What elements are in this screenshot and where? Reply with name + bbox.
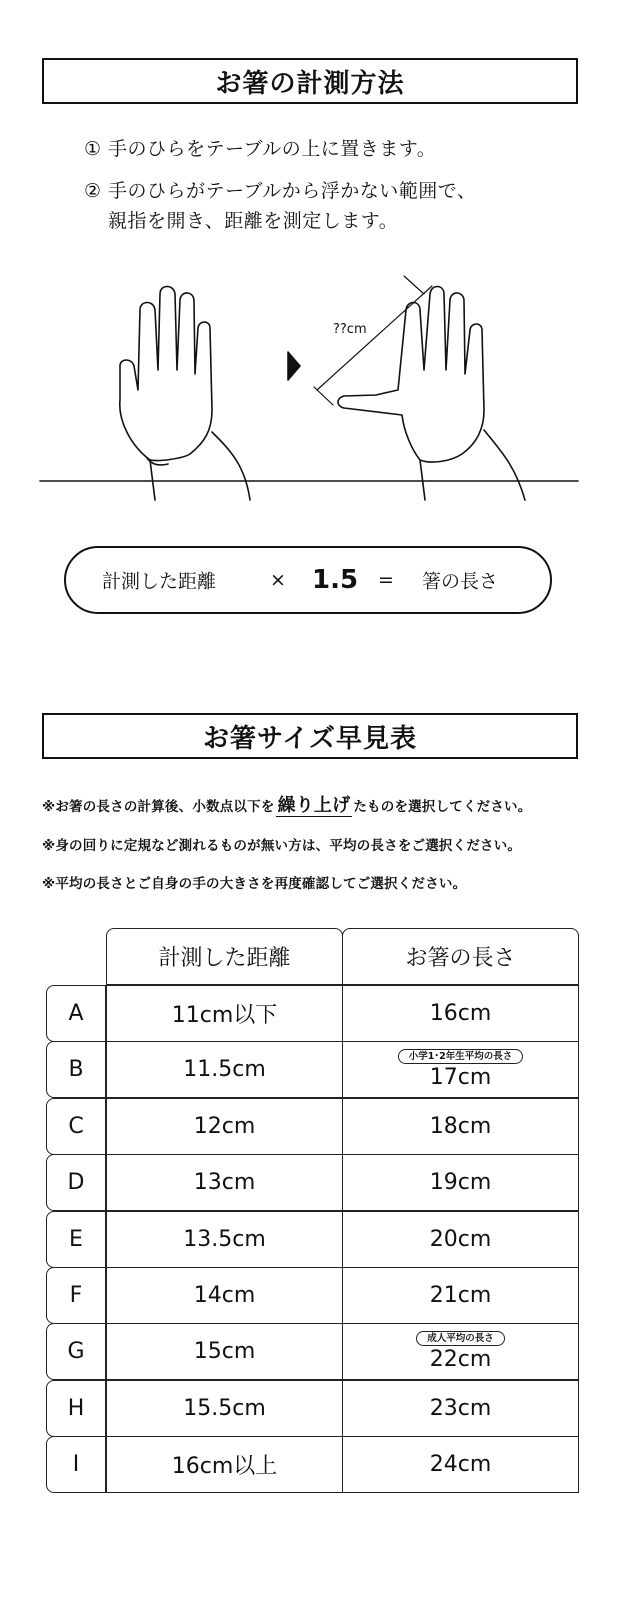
- arrow-right-icon: [288, 352, 300, 380]
- length-value: 17cm: [429, 1065, 492, 1091]
- distance-cell: [106, 1098, 343, 1155]
- row-label: [46, 1436, 106, 1493]
- length-cell: [342, 1436, 579, 1493]
- length-cell: [342, 1380, 579, 1437]
- formula-times: ×: [270, 569, 286, 591]
- row-label: [46, 985, 106, 1042]
- step-number: ①: [84, 138, 102, 160]
- distance-cell: [106, 1267, 343, 1324]
- distance-value: 14cm: [193, 1283, 256, 1308]
- length-value: 19cm: [429, 1170, 492, 1196]
- distance-value: 11cm以下: [171, 1003, 278, 1028]
- step-text: 手のひらがテーブルから浮かない範囲で、: [108, 180, 477, 202]
- length-cell: [342, 985, 579, 1042]
- length-value: 16cm: [429, 1001, 492, 1026]
- note-text: ※身の回りに定規など測れるものが無い方は、平均の長さをご選択ください。: [42, 838, 522, 854]
- right-hand-icon: [338, 287, 484, 463]
- measure-section-title: [42, 58, 578, 104]
- distance-value: 12cm: [193, 1113, 256, 1139]
- header-length-text: お箸の長さ: [405, 946, 516, 971]
- row-label: [46, 1323, 106, 1380]
- length-cell: [342, 1323, 579, 1380]
- distance-cell: [106, 985, 343, 1042]
- distance-value: 15.5cm: [183, 1395, 266, 1421]
- header-distance-text: 計測した距離: [158, 946, 291, 971]
- length-value: 20cm: [429, 1226, 492, 1252]
- length-cell: [342, 1211, 579, 1268]
- length-value: 21cm: [429, 1283, 492, 1308]
- note-text-after: たものを選択してください。: [353, 799, 532, 815]
- note-1: [42, 791, 531, 817]
- average-tag: 成人平均の長さ: [416, 1331, 505, 1346]
- row-label-text: B: [68, 1057, 84, 1083]
- length-cell: [342, 1041, 579, 1098]
- header-distance: [106, 928, 343, 985]
- step-2: [84, 176, 476, 236]
- length-cell: [342, 1267, 579, 1324]
- row-label: [46, 1041, 106, 1098]
- note-text: ※お箸の長さの計算後、小数点以下を: [42, 799, 275, 815]
- note-2: [42, 834, 521, 854]
- distance-cell: [106, 1154, 343, 1211]
- row-label-text: D: [67, 1170, 85, 1196]
- distance-cell: [106, 1323, 343, 1380]
- distance-cell: [106, 1041, 343, 1098]
- length-cell: [342, 1098, 579, 1155]
- average-tag: 小学1･2年生平均の長さ: [398, 1049, 523, 1064]
- distance-value: 13.5cm: [183, 1226, 266, 1252]
- note-3: [42, 872, 466, 892]
- formula-right: 箸の長さ: [422, 570, 499, 593]
- length-value: 24cm: [429, 1452, 492, 1478]
- step-text: 手のひらをテーブルの上に置きます。: [108, 138, 437, 160]
- length-cell: [342, 1154, 579, 1211]
- note-text: ※平均の長さとご自身の手の大きさを再度確認してご選択ください。: [42, 876, 467, 892]
- row-label-text: G: [67, 1339, 85, 1365]
- distance-value: 15cm: [193, 1339, 256, 1365]
- length-value: 18cm: [429, 1113, 492, 1139]
- distance-cell: [106, 1211, 343, 1268]
- row-label: [46, 1380, 106, 1437]
- distance-value: 11.5cm: [183, 1057, 266, 1083]
- row-label-text: H: [67, 1395, 85, 1421]
- step-number: ②: [84, 180, 102, 202]
- length-value: 22cm: [429, 1347, 492, 1373]
- step-1: [84, 134, 436, 164]
- row-label-text: E: [69, 1226, 83, 1252]
- step-text-line2: 親指を開き、距離を測定します。: [108, 210, 399, 232]
- size-chart-title-text: お箸サイズ早見表: [203, 723, 417, 754]
- distance-value: 16cm以上: [171, 1454, 278, 1480]
- formula-equals: =: [378, 569, 394, 591]
- formula-left: 計測した距離: [102, 570, 217, 593]
- hand-measure-illustration: [0, 270, 640, 510]
- row-label-text: F: [69, 1283, 83, 1308]
- distance-cell: [106, 1436, 343, 1493]
- length-value: 23cm: [429, 1395, 492, 1421]
- note-emphasis: 繰り上げ: [277, 795, 351, 816]
- distance-cell: [106, 1380, 343, 1437]
- formula-factor: 1.5: [312, 565, 359, 595]
- row-label: [46, 1211, 106, 1268]
- row-label: [46, 1154, 106, 1211]
- row-label-text: A: [68, 1001, 84, 1026]
- row-label: [46, 1267, 106, 1324]
- left-hand-icon: [120, 287, 212, 461]
- measure-label: ??cm: [333, 322, 367, 337]
- distance-value: 13cm: [193, 1170, 256, 1196]
- measure-title-text: お箸の計測方法: [215, 68, 405, 99]
- row-label: [46, 1098, 106, 1155]
- formula-box: [64, 546, 552, 614]
- size-chart-title: [42, 713, 578, 759]
- row-label-text: I: [72, 1452, 80, 1478]
- header-length: [342, 928, 579, 985]
- row-label-text: C: [68, 1113, 84, 1139]
